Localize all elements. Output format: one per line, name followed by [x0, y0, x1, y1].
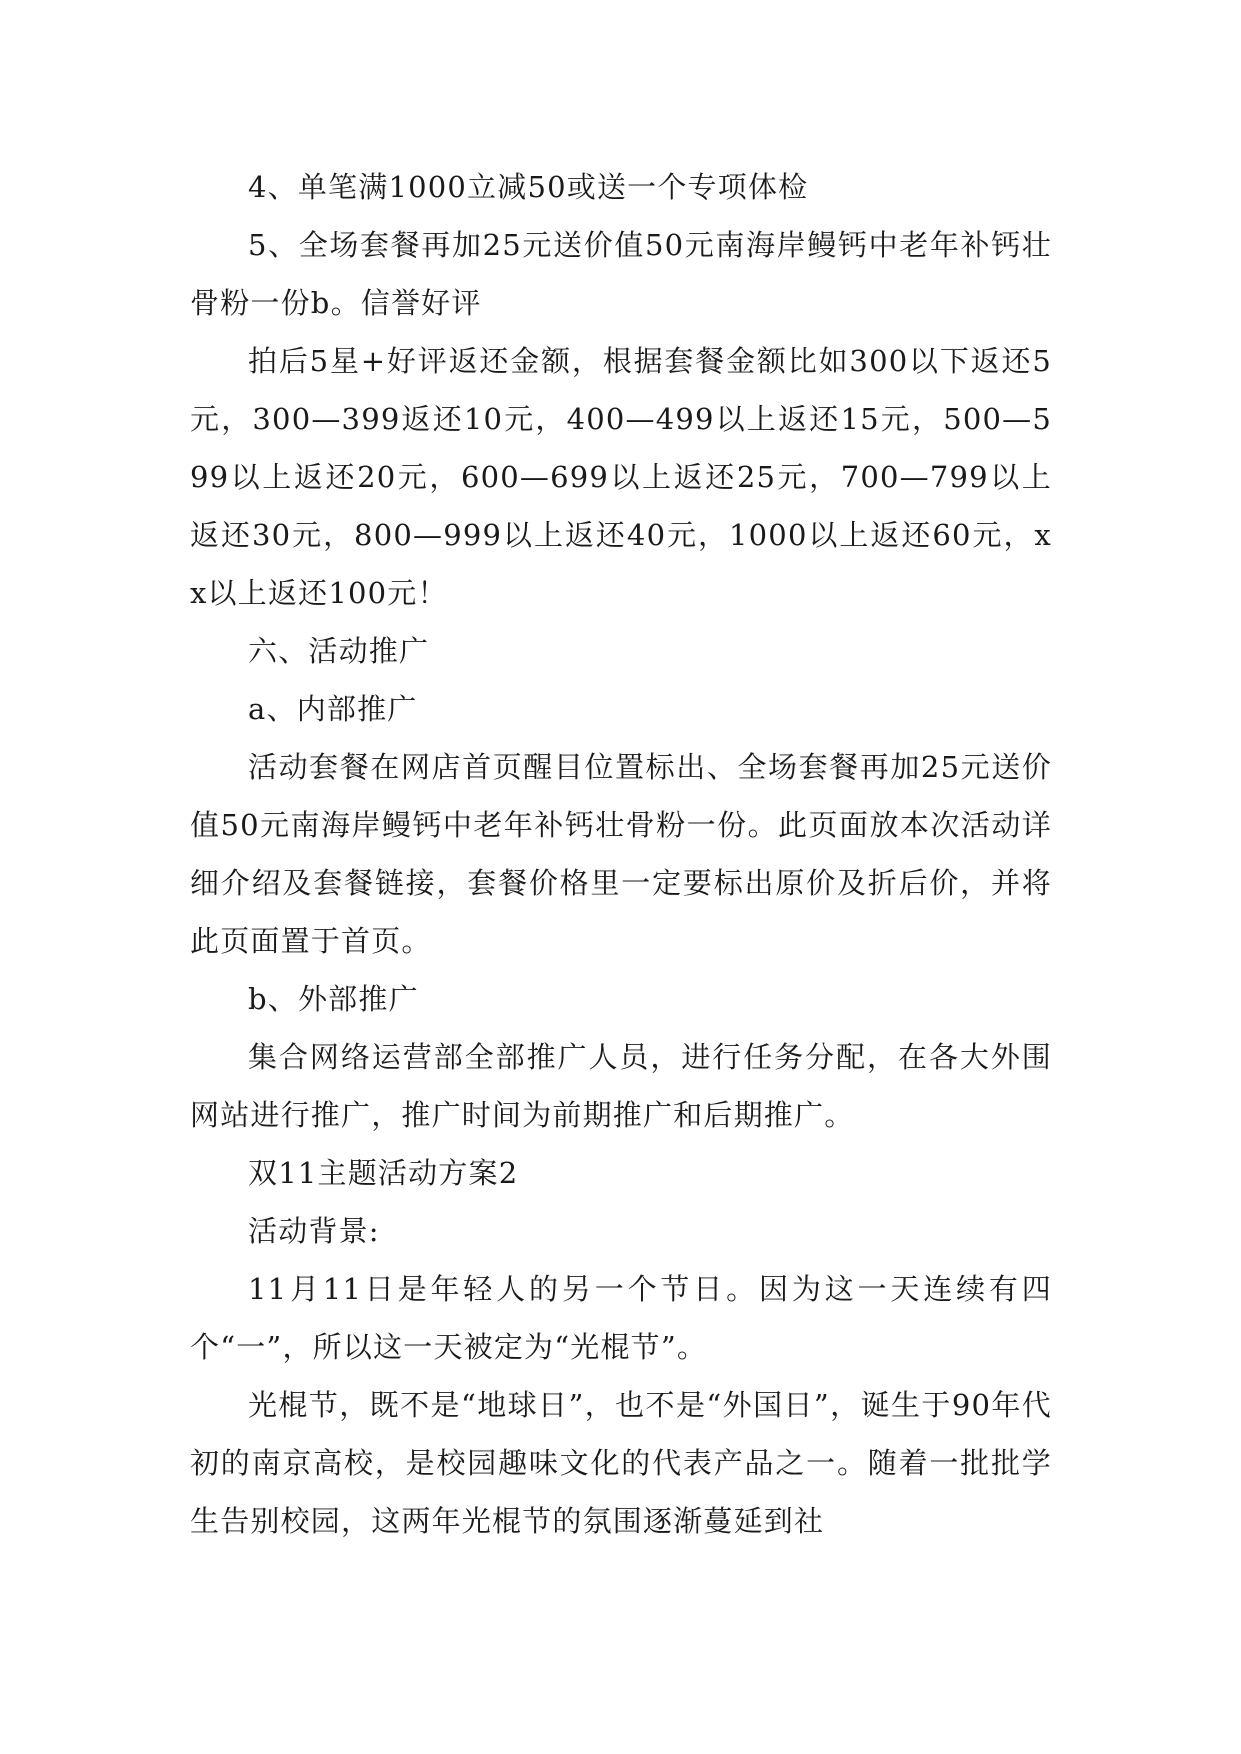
paragraph-review-rebate: 拍后5星+好评返还金额，根据套餐金额比如300以下返还5元，300—399返还10元，400—499以上返还15元，500—599以上返还20元，600—699以上返还25元，700—799以上返还30元，800—999以上返还40元，1000以上返还60元，xx以上返还100元！ [190, 344, 1052, 610]
heading-plan-2: 双11主题活动方案2 [248, 1156, 519, 1190]
paragraph-background-2: 光棍节，既不是“地球日”，也不是“外国日”，诞生于90年代初的南京高校，是校园趣味文化的代表产品之一。随着一批批学生告别校园，这两年光棍节的氛围逐渐蔓延到社 [190, 1388, 1052, 1538]
paragraph-discount-item-4: 4、单笔满1000立减50或送一个专项体检 [248, 170, 809, 204]
heading-internal-promotion: a、内部推广 [248, 692, 418, 726]
heading-external-promotion: b、外部推广 [248, 982, 419, 1016]
paragraph-external-promotion: 集合网络运营部全部推广人员，进行任务分配，在各大外围网站进行推广，推广时间为前期推广和后期推广。 [190, 1040, 1052, 1132]
document-body [190, 158, 1052, 1550]
heading-background: 活动背景: [248, 1214, 380, 1248]
paragraph-internal-promotion: 活动套餐在网店首页醒目位置标出、全场套餐再加25元送价值50元南海岸鳗钙中老年补钙壮骨粉一份。此页面放本次活动详细介绍及套餐链接，套餐价格里一定要标出原价及折后价，并将此页面置于首页。 [190, 750, 1052, 958]
paragraph-discount-item-5: 5、全场套餐再加25元送价值50元南海岸鳗钙中老年补钙壮骨粉一份b。信誉好评 [190, 228, 1052, 320]
paragraph-background-1: 11月11日是年轻人的另一个节日。因为这一天连续有四个“一”，所以这一天被定为“光棍节”。 [190, 1272, 1052, 1364]
heading-promotion: 六、活动推广 [248, 634, 430, 668]
